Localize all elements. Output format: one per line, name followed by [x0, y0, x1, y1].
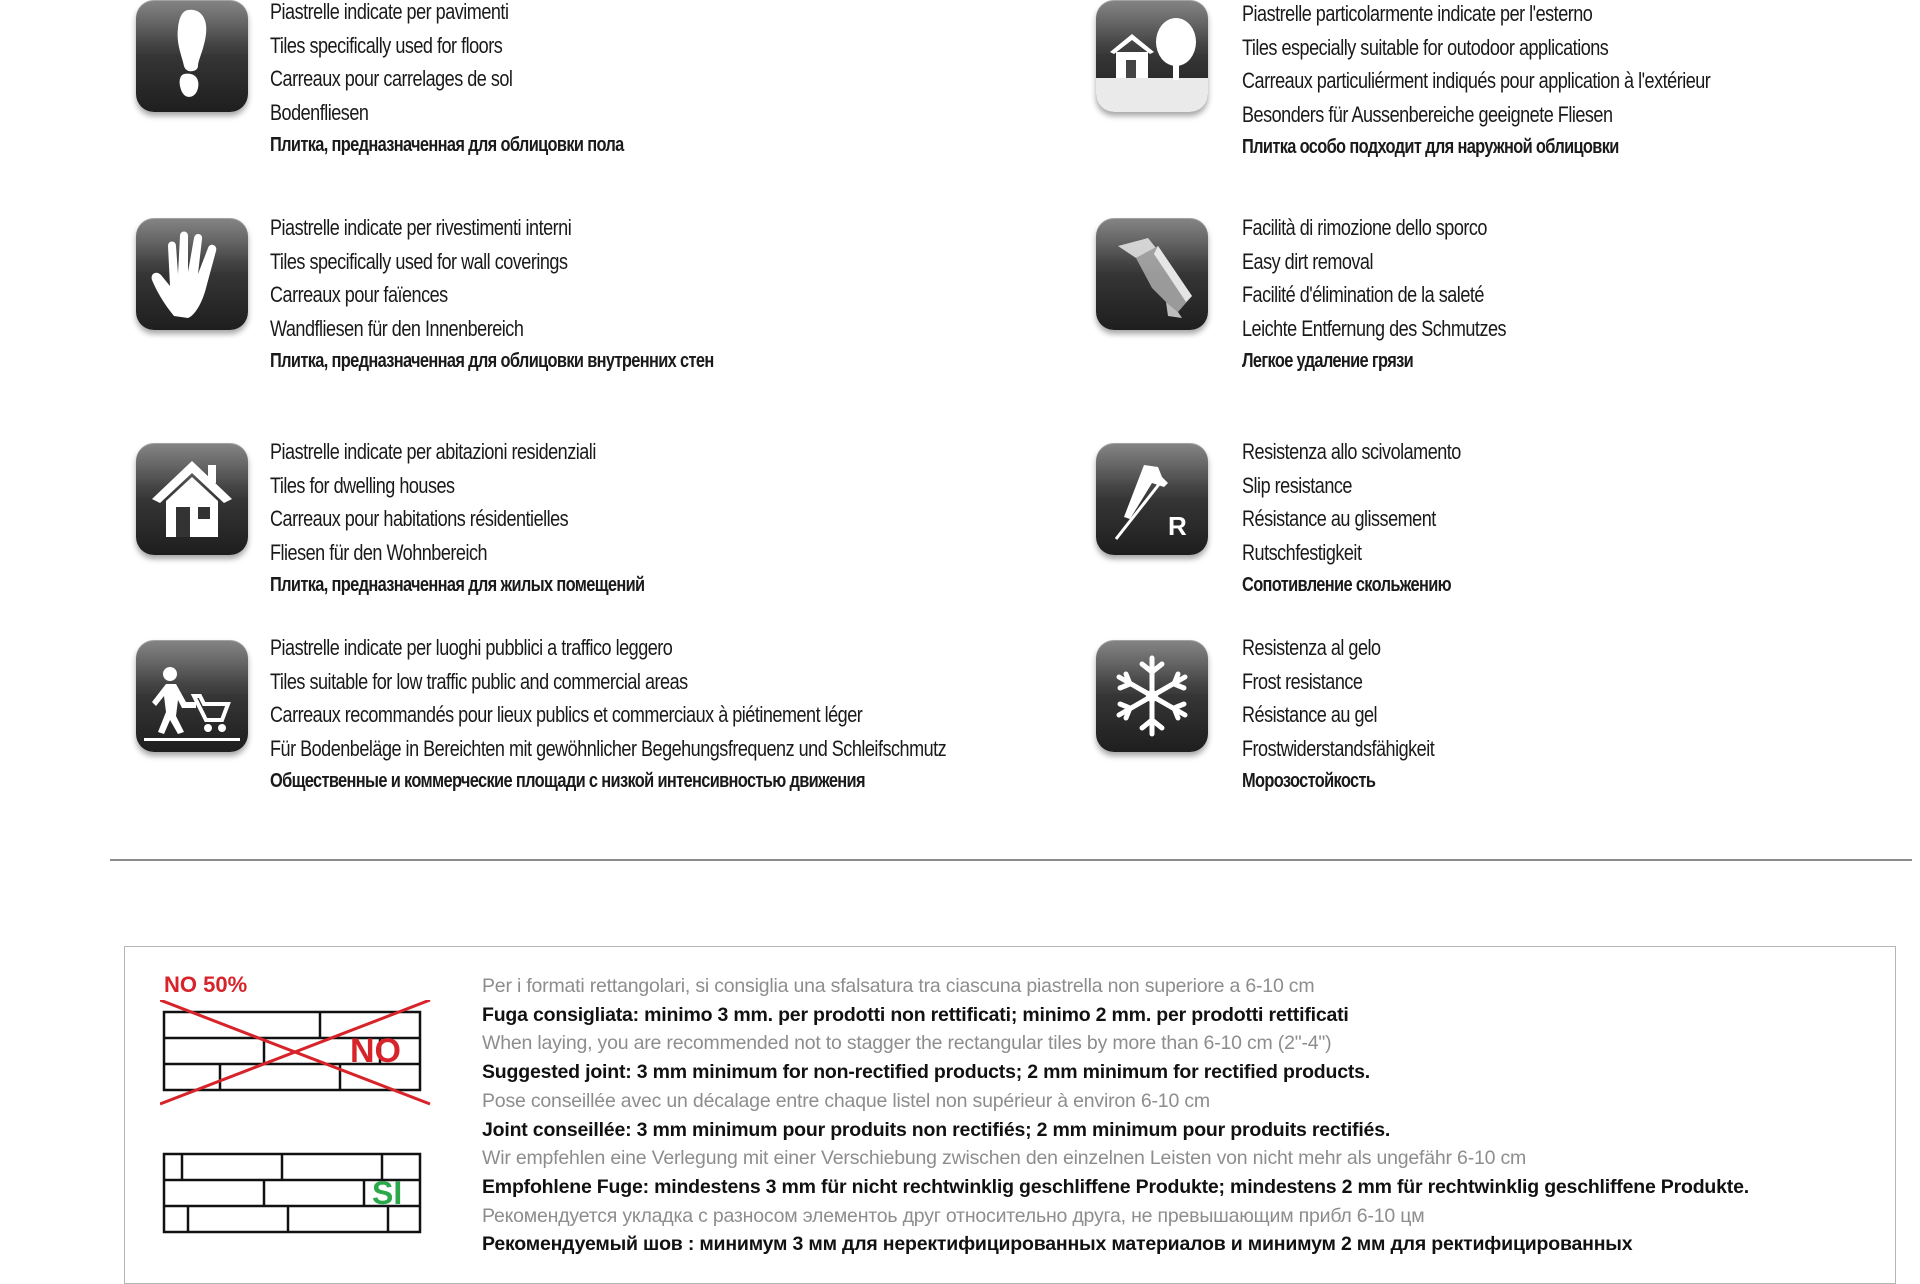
feature-line-en: Frost resistance	[1242, 668, 1363, 694]
feature-line-fr: Facilité d'élimination de la saleté	[1242, 282, 1484, 307]
feature-line-it: Piastrelle indicate per luoghi pubblici a traffico leggero	[270, 635, 673, 660]
joint-text-block	[482, 972, 1749, 1259]
section-divider	[110, 859, 1912, 861]
feature-line-en: Tiles suitable for low traffic public and commercial areas	[270, 668, 688, 694]
cleaning-cloth-icon	[1096, 218, 1208, 330]
joint-line-de-stagger: Wir empfehlen eine Verlegung mit einer Verschiebung zwischen den einzelnen Leisten von nicht mehr als ungefähr 6-10 cm	[482, 1147, 1527, 1170]
feature-line-de: Besonders für Aussenbereiche geeignete Fliesen	[1242, 101, 1613, 127]
feature-line-ru: Плитка особо подходит для наружной облицовки	[1242, 136, 1619, 158]
feature-line-de: Wandfliesen für den Innenbereich	[270, 315, 524, 341]
feature-line-ru: Сопотивление скольжению	[1242, 574, 1452, 596]
feature-line-ru: Общественные и коммерческие площади с низкой интенсивностью движения	[270, 770, 865, 792]
feature-line-it: Piastrelle indicate per pavimenti	[270, 0, 509, 24]
joint-line-fr-joint: Joint conseillée: 3 mm minimum pour produits non rectifiés; 2 mm minimum pour produits rectifiés.	[482, 1118, 1391, 1141]
feature-line-it: Facilità di rimozione dello sporco	[1242, 215, 1487, 240]
house-icon	[136, 443, 248, 555]
feature-line-en: Slip resistance	[1242, 472, 1352, 498]
feature-line-de: Frostwiderstandsfähigkeit	[1242, 735, 1435, 761]
feature-line-it: Piastrelle indicate per abitazioni residenziali	[270, 439, 596, 464]
joint-line-ru-stagger: Рекомендуется укладка с разносом элементоь друг относительно друга, не превышающим прибл 6-10 цм	[482, 1204, 1425, 1227]
feature-line-de: Bodenfliesen	[270, 99, 369, 125]
stagger-si-diagram	[160, 1148, 435, 1236]
feature-line-fr: Carreaux pour faïences	[270, 282, 448, 307]
no-50-percent-label: NO 50%	[164, 972, 248, 997]
feature-line-ru: Морозостойкость	[1242, 770, 1376, 792]
feature-line-fr: Résistance au gel	[1242, 702, 1378, 727]
joint-line-de-joint: Empfohlene Fuge: mindestens 3 mm für nicht rechtwinklig geschliffene Produkte; mindestens 2 mm für rechtwinklig geschliffene Produkte.	[482, 1175, 1749, 1198]
joint-line-it-joint: Fuga consigliata: minimo 3 mm. per prodotti non rettificati; minimo 2 mm. per prodotti rettificati	[482, 1003, 1349, 1026]
feature-line-en: Tiles specifically used for wall coverings	[270, 248, 568, 274]
feature-line-ru: Плитка, предназначенная для жилых помещений	[270, 574, 645, 596]
feature-line-de: Fliesen für den Wohnbereich	[270, 539, 488, 565]
feature-line-it: Resistenza al gelo	[1242, 635, 1381, 660]
slip-r-letter: R	[1168, 511, 1187, 541]
feature-line-fr: Résistance au glissement	[1242, 506, 1436, 531]
slip-resistance-icon	[1096, 443, 1208, 555]
feature-line-it: Piastrelle particolarmente indicate per l'esterno	[1242, 1, 1593, 26]
joint-line-fr-stagger: Pose conseillée avec un décalage entre chaque listel non supérieur à environ 6-10 cm	[482, 1089, 1210, 1112]
feature-line-ru: Легкое удаление грязи	[1242, 350, 1414, 372]
joint-line-it-stagger: Per i formati rettangolari, si consiglia una sfalsatura tra ciascuna piastrella non superiore a 6-10 cm	[482, 975, 1315, 997]
footprint-icon	[136, 0, 248, 112]
feature-line-de: Leichte Entfernung des Schmutzes	[1242, 315, 1507, 341]
feature-line-en: Tiles for dwelling houses	[270, 472, 455, 498]
feature-line-fr: Carreaux pour carrelages de sol	[270, 66, 513, 91]
no-word: NO	[350, 1032, 401, 1070]
shopping-cart-person-icon	[136, 640, 248, 752]
feature-line-ru: Плитка, предназначенная для облицовки пола	[270, 134, 624, 156]
feature-line-it: Resistenza allo scivolamento	[1242, 439, 1461, 464]
si-word: SI	[372, 1175, 403, 1211]
stagger-no-diagram	[160, 1000, 435, 1106]
feature-line-de: Rutschfestigkeit	[1242, 539, 1362, 565]
feature-line-fr: Carreaux recommandés pour lieux publics et commerciaux à piétinement léger	[270, 702, 863, 727]
house-tree-outdoor-icon	[1096, 0, 1208, 112]
joint-line-ru-joint: Рекомендуемый шов : минимум 3 мм для неректифицированных материалов и минимум 2 мм для ректифицированных	[482, 1233, 1633, 1256]
feature-line-ru: Плитка, предназначенная для облицовки внутренних стен	[270, 350, 714, 372]
feature-line-de: Für Bodenbeläge in Bereichten mit gewöhnlicher Begehungsfrequenz und Schleifschmutz	[270, 735, 947, 761]
joint-line-en-joint: Suggested joint: 3 mm minimum for non-rectified products; 2 mm minimum for rectified products.	[482, 1061, 1371, 1084]
feature-line-en: Tiles specifically used for floors	[270, 32, 503, 58]
feature-line-it: Piastrelle indicate per rivestimenti interni	[270, 215, 572, 240]
joint-line-en-stagger: When laying, you are recommended not to stagger the rectangular tiles by more than 6-10 cm (2"-4")	[482, 1032, 1332, 1055]
feature-line-fr: Carreaux pour habitations résidentielles	[270, 506, 569, 531]
feature-line-fr: Carreaux particuliérment indiqués pour application à l'extérieur	[1242, 68, 1711, 93]
hand-icon	[136, 218, 248, 330]
feature-line-en: Tiles especially suitable for outodoor applications	[1242, 34, 1609, 60]
feature-line-en: Easy dirt removal	[1242, 248, 1373, 274]
snowflake-icon	[1096, 640, 1208, 752]
